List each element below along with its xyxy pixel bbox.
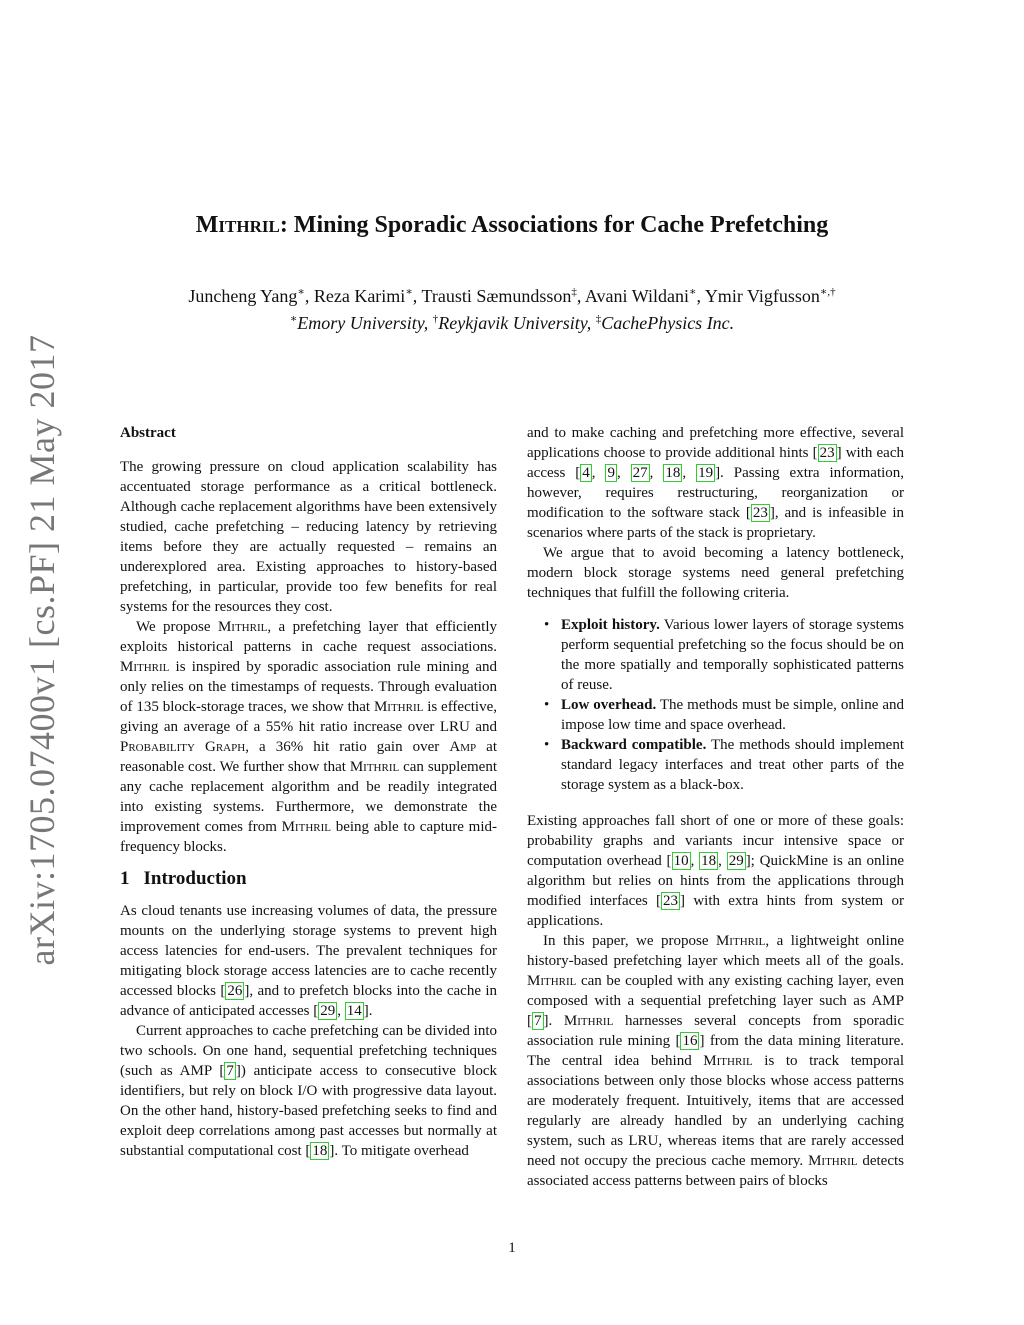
citation-link[interactable]: 7 (226, 1063, 234, 1079)
list-item (544, 695, 904, 735)
arxiv-margin-stamp (12, 334, 72, 966)
citation-link[interactable]: 7 (534, 1013, 542, 1029)
citation-link[interactable]: 18 (665, 465, 681, 481)
right-paragraph-2: We argue that to avoid becoming a latency bottleneck, modern block storage systems need general prefetching techniques that fulfill the following criteria. (527, 545, 904, 601)
system-name: Mithril (527, 973, 577, 989)
affiliation-mark: † (432, 313, 439, 325)
citation-link[interactable]: 18 (312, 1143, 328, 1159)
system-name: Mithril (373, 699, 424, 715)
author-mark: ∗,† (819, 286, 836, 298)
list-item (544, 615, 904, 695)
system-name: Amp (449, 739, 477, 755)
system-name: Mithril (563, 1013, 614, 1029)
title-rest: : Mining Sporadic Associations for Cache Prefetching (279, 212, 829, 238)
intro-paragraph-1: As cloud tenants use increasing volumes of data, the pressure mounts on the underlying storage systems to prevent high access latencies for end-users. The prevalent techniques for mitigating block storage access latencies are to cache recently accessed blocks [ 26 ], and to prefetch blocks into the cache in advance of anticipated accesses [ 29 , 14 ]. (120, 903, 498, 1019)
citation-link[interactable]: 29 (728, 853, 744, 869)
citation-link[interactable]: 29 (320, 1003, 336, 1019)
criterion-title: Exploit history. (561, 617, 660, 633)
criterion-title: Backward compatible. (561, 737, 707, 753)
citation-link[interactable]: 9 (607, 465, 615, 481)
citation-link[interactable]: 26 (227, 983, 243, 999)
citation-link[interactable]: 14 (346, 1003, 362, 1019)
author: Avani Wildani (584, 286, 689, 306)
right-paragraph-4: In this paper, we propose Mithril, a lightweight online history-based prefetching layer which meets all of the goals. Mithril can be coupled with any existing caching layer, even composed with a sequential prefetching layer such as AMP [ 7 ]. Mithril harnesses several concepts from sporadic association rule mining [ 16 ] from the data mining literature. The central idea behind Mithril is to track temporal associations between only those blocks whose access patterns are moderately frequent. Intuitively, items that are accessed regularly are already handled by an underlying caching system, such as LRU, whereas items that are rarely accessed need not occupy the precious cache memory. Mithril detects associated access patterns between pairs of blocks (527, 933, 905, 1189)
criterion-text: Various lower layers of storage systems perform sequential prefetching so the focus should be on the more spatially and temporally sophisticated patterns of reuse. (561, 617, 904, 693)
affiliation: Reykjavik University, (438, 313, 592, 333)
author: Ymir Vigfusson (704, 286, 820, 306)
citation-link[interactable]: 27 (632, 465, 648, 481)
system-name: Mithril (703, 1053, 753, 1069)
system-name: Mithril (715, 933, 766, 949)
criterion-text: The methods must be simple, online and impose low time and space overhead. (561, 697, 904, 733)
system-name: Mithril (217, 619, 268, 635)
citation-link[interactable]: 23 (819, 445, 835, 461)
affiliation: Emory University, (297, 313, 429, 333)
system-name: Mithril (281, 819, 331, 835)
abstract-paragraph-2: We propose Mithril, a prefetching layer that efficiently exploits historical patterns in cache request associations. Mithril is inspired by sporadic association rule mining and only relies on the timestamps of requests. Through evaluation of 135 block-storage traces, we show that Mithril is effective, giving an average of a 55% hit ratio increase over LRU and Probability Graph, a 36% hit ratio gain over Amp at reasonable cost. We further show that Mithril can supplement any cache replacement algorithm and be readily integrated into existing systems. Furthermore, we demonstrate the improvement comes from Mithril being able to capture mid-frequency blocks. (120, 619, 498, 855)
author: Juncheng Yang (188, 286, 298, 306)
citation-link[interactable]: 23 (663, 893, 679, 909)
list-item (544, 735, 904, 795)
author: Trausti Sæmundsson (421, 286, 572, 306)
bullet-icon: • (544, 737, 550, 753)
right-column (527, 423, 904, 1191)
arxiv-identifier: arXiv:1705.07400v1 [cs.PF] 21 May 2017 (22, 334, 62, 966)
citation-link[interactable]: 10 (673, 853, 689, 869)
affiliation-mark: ∗ (289, 313, 298, 325)
system-name: Mithril (349, 759, 400, 775)
section-heading-introduction (120, 867, 497, 891)
paper-title (0, 212, 1024, 239)
bullet-icon: • (544, 697, 550, 713)
abstract-heading: Abstract (120, 425, 176, 441)
citation-link[interactable]: 16 (682, 1033, 698, 1049)
citation-link[interactable]: 23 (752, 505, 768, 521)
section-title: Introduction (143, 868, 247, 889)
abstract-paragraph-1: The growing pressure on cloud application scalability has accentuated storage performance as a critical bottleneck. Although cache replacement algorithms have been extensively studied, cache prefetching – reducing latency by retrieving items before they are actually requested – remains an underexplored area. Existing approaches to history-based prefetching, in particular, provide too few benefits for real systems for the resources they cost. (120, 459, 497, 615)
affiliation-mark: ‡ (595, 313, 602, 325)
citation-link[interactable]: 18 (701, 853, 717, 869)
citation-link[interactable]: 4 (582, 465, 590, 481)
system-name: Mithril (808, 1153, 858, 1169)
right-paragraph-1: and to make caching and prefetching more effective, several applications choose to provide additional hints [ 23 ] with each access [ 4 , 9 , 27 , 18 , 19 ]. Passing extra information, however, requires restructuring, reorganization or modification to the software stack [ 23 ], and is infeasible in scenarios where parts of the stack is proprietary. (527, 425, 905, 541)
author-mark: ∗ (297, 286, 305, 298)
page-number: 1 (508, 1240, 516, 1256)
system-name: Mithril (120, 659, 170, 675)
author: Reza Karimi (313, 286, 406, 306)
author-list: Juncheng Yang∗, Reza Karimi∗, Trausti Sæmundsson‡, Avani Wildani∗, Ymir Vigfusson∗,† (188, 286, 836, 306)
title-system-name: Mithril (195, 212, 280, 238)
criteria-list (527, 615, 904, 795)
criterion-title: Low overhead. (561, 697, 657, 713)
section-number: 1 (120, 868, 130, 889)
author-mark: ∗ (688, 286, 697, 298)
affiliation: CachePhysics Inc. (601, 313, 735, 333)
author-mark: ‡ (571, 286, 577, 298)
intro-paragraph-2: Current approaches to cache prefetching can be divided into two schools. On one hand, sequential prefetching techniques (such as AMP [ 7 ]) anticipate access to consecutive block identifiers, but rely on block I/O with progressive data layout. On the other hand, history-based prefetching seeks to find and exploit deep correlations among past accesses but normally at substantial computational cost [ 18 ]. To mitigate overhead (120, 1023, 497, 1159)
author-mark: ∗ (405, 286, 413, 298)
right-paragraph-3: Existing approaches fall short of one or more of these goals: probability graphs and variants incur intensive space or computation overhead [ 10 , 18 , 29 ]; QuickMine is an online algorithm but relies on hints from the applications through modified interfaces [ 23 ] with extra hints from system or applications. (527, 813, 905, 929)
system-name: Probability Graph (120, 739, 246, 755)
citation-link[interactable]: 19 (698, 465, 714, 481)
affiliation-list (0, 313, 1024, 334)
criterion-text: The methods should implement standard legacy interfaces and treat other parts of the storage system as a black-box. (561, 737, 904, 793)
left-column (120, 423, 497, 1161)
bullet-icon: • (544, 617, 550, 633)
